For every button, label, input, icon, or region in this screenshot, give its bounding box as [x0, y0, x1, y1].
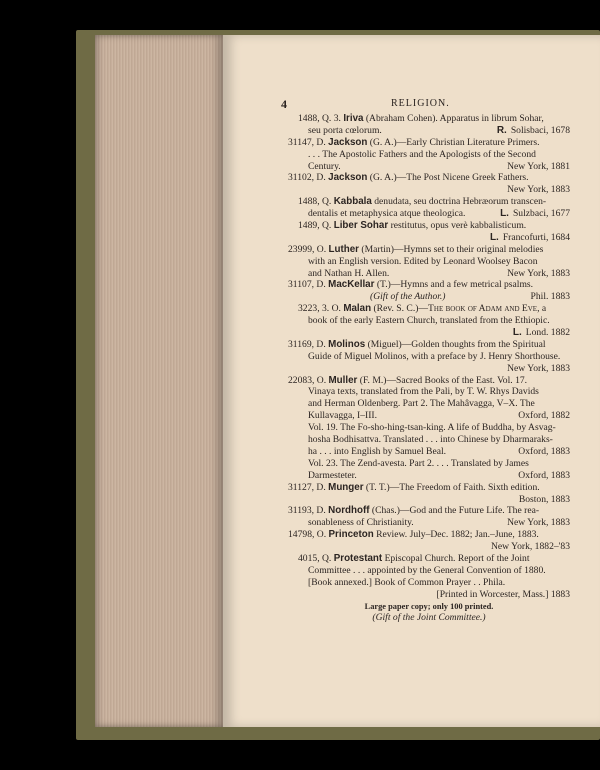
entry-line: Vol. 19. The Fo-sho-hing-tsan-king. A life of Buddha, by Asvag-: [308, 422, 556, 434]
entry-line: L. Lond. 1882: [512, 327, 570, 339]
entry-line: ha . . . into English by Samuel Beal. Oxford, 1883: [308, 445, 570, 457]
entry-line: 4015, Q. Protestant Episcopal Church. Report of the Joint: [298, 552, 530, 564]
entry-line: [Book annexed.] Book of Common Prayer . . Phila.: [308, 576, 506, 588]
entry-line: 22083, O. Muller (F. M.)—Sacred Books of the East. Vol. 17.: [288, 374, 528, 386]
entry-line: 1488, Q. 3. Iriva (Abraham Cohen). Apparatus in librum Sohar,: [298, 113, 544, 124]
entry-line: 3223, 3. O. Malan (Rev. S. C.)—The book of Adam and Eve, a: [298, 303, 547, 315]
running-title: RELIGION.: [391, 98, 450, 109]
page-number: 4: [281, 97, 287, 111]
entry-line: 31147, D. Jackson (G. A.)—Early Christian Literature Primers.: [288, 136, 540, 148]
entry-line: Boston, 1883: [518, 493, 570, 505]
entry-line: seu porta cœlorum. R. Solisbaci, 1678: [308, 124, 570, 136]
entry-line: L. Francofurti, 1684: [489, 231, 570, 243]
entry-line: with an English version. Edited by Leonard Woolsey Bacon: [308, 255, 538, 267]
entry-line: Vinaya texts, translated from the Pali, by T. W. Rhys Davids: [308, 386, 539, 398]
entry-note: (Gift of the Joint Committee.): [372, 612, 486, 624]
entry-line: Vol. 23. The Zend-avesta. Part 2. . . . Translated by James: [308, 457, 529, 469]
entry-line: 31127, D. Munger (T. T.)—The Freedom of Faith. Sixth edition.: [288, 481, 540, 493]
entry-line: New York, 1883: [507, 184, 570, 196]
entry-line: sonableness of Christianity. New York, 1883: [308, 517, 570, 529]
entry-line: hosha Bodhisattva. Translated . . . into Chinese by Dharmaraks-: [308, 434, 553, 446]
entry-line: dentalis et metaphysica atque theologica. L. Sulzbaci, 1677: [308, 208, 570, 220]
page-stack-edges: [95, 35, 223, 727]
entry-line: 14798, O. Princeton Review. July–Dec. 1882; Jan.–June, 1883.: [288, 529, 539, 541]
entry-line: . . . The Apostolic Fathers and the Apologists of the Second: [308, 148, 536, 160]
entry-line: 23999, O. Luther (Martin)—Hymns set to their original melodies: [288, 243, 544, 255]
entry-line: New York, 1882–'83: [490, 541, 570, 553]
entry-line: (Gift of the Author.) Phil. 1883: [370, 291, 570, 303]
entry-line: 31107, D. MacKellar (T.)—Hymns and a few metrical psalms.: [288, 279, 534, 291]
catalog-entries: [288, 113, 570, 624]
running-header: [281, 97, 586, 111]
entry-line: 31193, D. Nordhoff (Chas.)—God and the Future Life. The rea-: [288, 505, 540, 517]
entry-line: New York, 1883: [507, 362, 570, 374]
entry-line: Darmesteter. Oxford, 1883: [308, 469, 570, 481]
entry-line: and Herman Oldenberg. Part 2. The Mahâvagga, V–X. The: [308, 398, 535, 410]
entry-line: and Nathan H. Allen. New York, 1883: [308, 267, 570, 279]
entry-line: Guide of Miguel Molinos, with a preface by J. Henry Shorthouse.: [308, 350, 561, 362]
entry-line: Kullavagga, I–III. Oxford, 1882: [308, 410, 570, 422]
entry-line: 1489, Q. Liber Sohar restitutus, opus verè kabbalisticum.: [298, 220, 527, 232]
entry-line: Century. New York, 1881: [308, 160, 570, 172]
entry-line: book of the early Eastern Church, translated from the Ethiopic.: [308, 315, 550, 327]
entry-line: 31102, D. Jackson (G. A.)—The Post Nicene Greek Fathers.: [288, 172, 529, 184]
entry-line: 1488, Q. Kabbala denudata, seu doctrina Hebræorum transcen-: [298, 196, 547, 208]
entry-line: [Printed in Worcester, Mass.] 1883: [436, 588, 570, 600]
entry-line: 31169, D. Molinos (Miguel)—Golden thoughts from the Spiritual: [288, 338, 546, 350]
entry-note: Large paper copy; only 100 printed.: [364, 601, 494, 611]
entry-line: Committee . . . appointed by the General Convention of 1880.: [308, 564, 546, 576]
